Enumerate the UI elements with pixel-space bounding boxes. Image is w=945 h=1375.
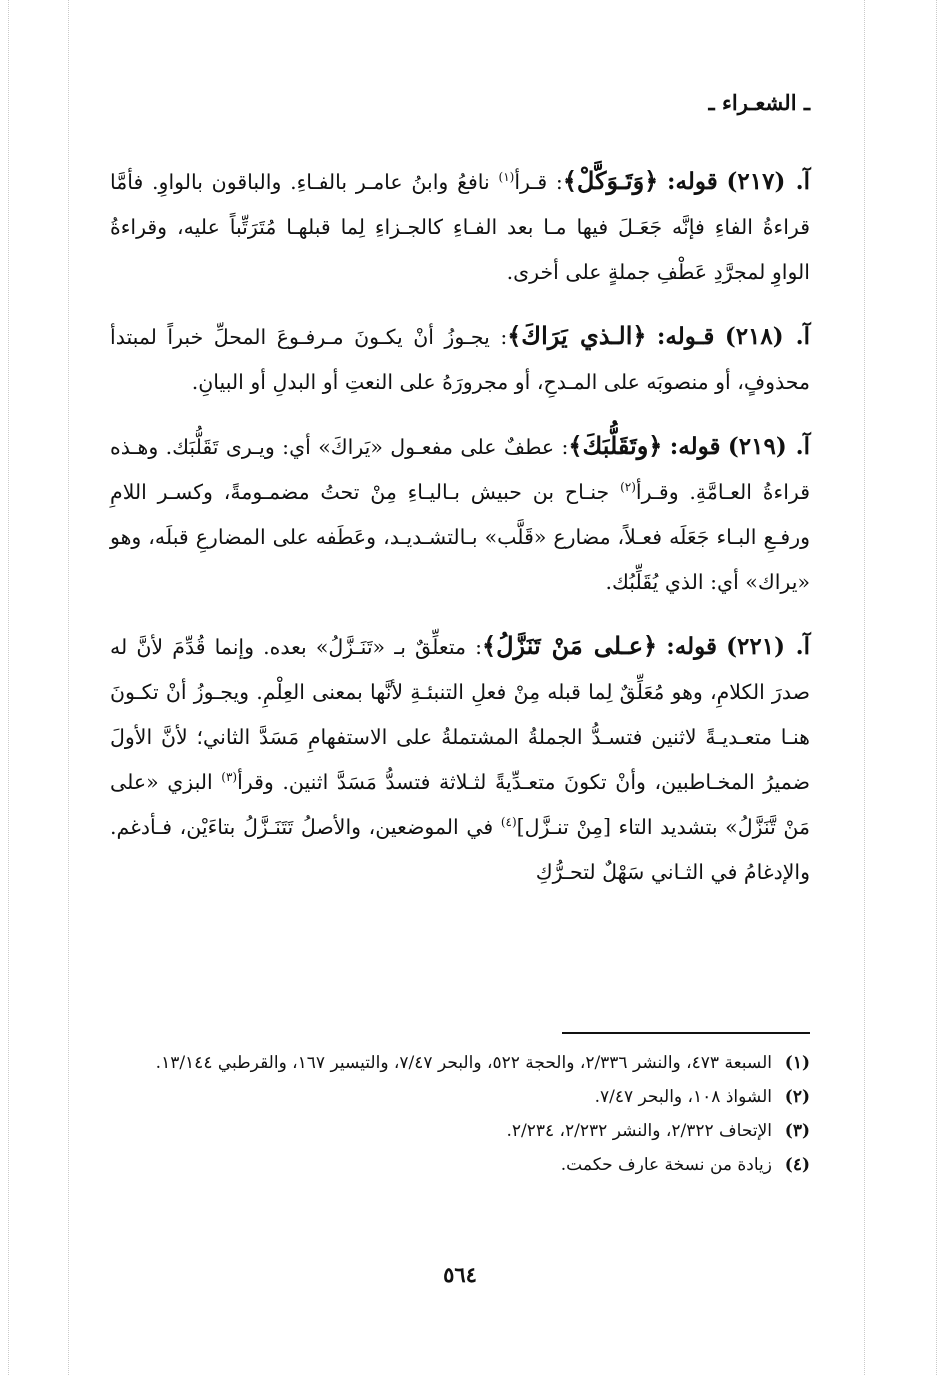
entry-text: : متعلِّقٌ بـ «تَنَـزَّلُ» بعده. وإنما قُدِّمَ لأنَّ له صدرَ الكلامِ، وهو مُعَلِّقٌ لِما قبله مِنْ فعلِ التنبئـةِ لأنَّها بمعنى العِلْمِ. ويجـوزُ أنْ تكـونَ هنـا متعـديـةً لاثنين فتسـدُّ الجملةُ المشتملةُ على الاستفهامِ مَسَدَّ الثاني؛ لأنَّ الأولَ ضميرُ المخـاطبين، وأنْ تكونَ متعـدِّيةً لثـلاثة فتسدُّ مَسَدَّ اثنين. وقرأ — [110, 635, 810, 794]
footnote-number: (٣) — [784, 1121, 810, 1141]
entry-218 — [110, 313, 810, 405]
footnote — [110, 1148, 810, 1182]
scan-guide-line — [8, 0, 9, 1375]
footnote-ref: (٣) — [221, 770, 238, 785]
footnote — [110, 1080, 810, 1114]
footnote-ref: (٢) — [620, 480, 636, 495]
footnote-number: (٤) — [784, 1155, 810, 1175]
entry-label: آ. (٢١٧) — [726, 168, 810, 195]
footnote-text: الشواذ ١٠٨، والبحر ٧/٤٧. — [594, 1087, 772, 1107]
entry-text: في الموضعين، والأصلُ تَتَنَـزَّلُ بتاءَيْن، فـأدغم. والإدغامُ في الثـاني سَهْلٌ لتحـرُّكِ — [110, 815, 810, 884]
footnote-text: الإتحاف ٢/٣٢٢، والنشر ٢/٢٣٢، ٢/٢٣٤. — [506, 1121, 772, 1141]
quran-quote: ﴿الـذي يَرَاكَ﴾ — [507, 321, 647, 350]
quran-quote: ﴿وتَقَلُّبَكَ﴾ — [568, 431, 663, 460]
entry-label: آ. (٢١٩) — [727, 433, 810, 460]
footnote-text: زيادة من نسخة عارف حكمت. — [560, 1155, 772, 1175]
footnote-ref: (٤) — [500, 815, 517, 830]
scan-guide-line — [936, 0, 937, 1375]
footnote-divider — [562, 1032, 810, 1034]
entry-text: : قـرأ — [514, 170, 563, 194]
entry-221 — [110, 623, 810, 895]
scan-guide-line — [68, 0, 69, 1375]
entry-219 — [110, 423, 810, 605]
entry-217 — [110, 158, 810, 295]
footnote-number: (١) — [784, 1053, 810, 1073]
entry-text: جنـاح بن حبيش بـاليـاءِ مِنْ تحتُ مضمـومةً، وكسـر اللامِ ورفـعِ البـاء جَعَلَه فعـلاً، مضارع «قَلَّب» بـالتشـديـد، وعَطَفه على المضارعِ قبلَه، وهو «يراك» أي: الذي يُقَلِّبُك. — [110, 480, 810, 594]
entry-text: : يجـوزُ أنْ يكـونَ مـرفـوعَ المحلِّ خبراً لمبتدأ محذوفٍ، أو منصوبَه على المـدحِ، أو مجرورَهُ على النعتِ أو البدلِ أو البيانِ. — [110, 325, 810, 394]
entry-keyword: قـوله: — [656, 323, 715, 350]
quran-quote: ﴿وَتَـوَكَّلْ﴾ — [562, 166, 659, 195]
running-head: ـ الشعـراء ـ — [708, 90, 810, 115]
footnote — [110, 1114, 810, 1148]
entry-keyword: قوله: — [666, 633, 717, 660]
entry-label: آ. (٢٢١) — [726, 633, 810, 660]
entry-text: البزي «على مَنْ تَّنَزَّلُ» بتشديد التاء [مِنْ تنـزَّل] — [110, 770, 810, 839]
scan-guide-line — [864, 0, 865, 1375]
footnote-text: السبعة ٤٧٣، والنشر ٢/٣٣٦، والحجة ٥٢٢، والبحر ٧/٤٧، والتيسير ١٦٧، والقرطبي ١٣/١٤٤. — [155, 1053, 772, 1073]
footnotes — [110, 1046, 810, 1182]
commentary-entries — [110, 158, 810, 913]
footnote — [110, 1046, 810, 1080]
footnote-ref: (١) — [498, 170, 515, 185]
entry-text: : عطفٌ على مفعـول «يَراكَ» أي: ويـرى تَقَلُّبَك. وهـذه قراءةُ العـامَّةِ. وقـرأ — [110, 435, 810, 504]
quran-quote: ﴿عـلى مَنْ تَنَزَّلُ﴾ — [482, 631, 658, 660]
page-number: ٥٦٤ — [443, 1262, 477, 1287]
entry-label: آ. (٢١٨) — [724, 323, 810, 350]
entry-keyword: قوله: — [669, 433, 721, 460]
entry-keyword: قوله: — [667, 168, 718, 195]
book-page — [110, 0, 810, 1375]
footnote-number: (٢) — [784, 1087, 810, 1107]
entry-text: نافعُ وابنُ عامـر بالفـاءِ. والباقون بالواوِ. فأمَّا قراءةُ الفاءِ فإنَّه جَعَـلَ فيها مـا بعد الفـاءِ كالجـزاءِ لِما قبلهـا مُتَرَتِّباً عليه، وقراءةُ الواوِ لمجرَّدِ عَطْفِ جملةٍ على أخرى. — [110, 170, 810, 284]
